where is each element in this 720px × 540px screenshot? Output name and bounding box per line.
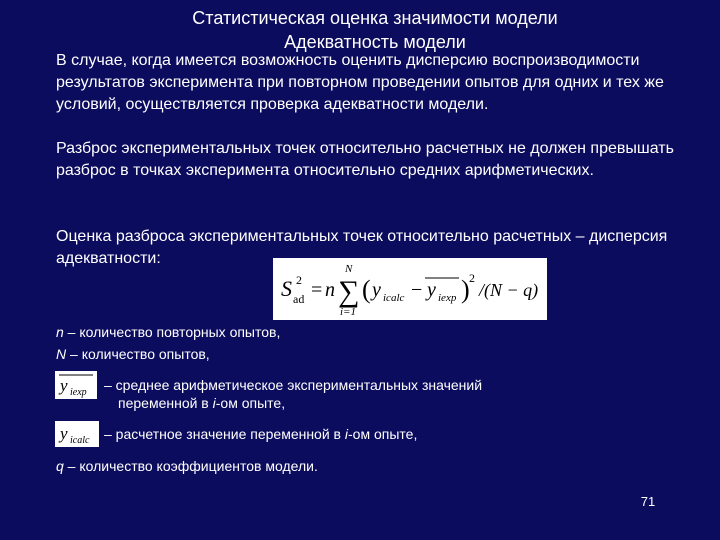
title-line-1: Статистическая оценка значимости модели	[192, 8, 558, 28]
y-calc-symbol-box	[55, 421, 99, 447]
formula-rparen: )	[461, 275, 470, 304]
definition-y-exp-line1: – среднее арифметическое экспериментальных значений	[104, 377, 483, 393]
svg-text:y: y	[60, 424, 68, 443]
definition-N	[56, 344, 210, 364]
definition-n	[56, 322, 280, 342]
formula-eq: =	[311, 279, 323, 301]
formula-power: 2	[469, 271, 475, 285]
formula-sum-sign: ∑	[338, 275, 360, 308]
formula-y-exp-sub: iexp	[438, 292, 457, 304]
svg-text:iexp: iexp	[70, 387, 87, 398]
adequacy-variance-formula	[273, 258, 547, 320]
definition-q-text: – количество коэффициентов модели.	[63, 458, 318, 474]
y-exp-symbol-box	[55, 371, 97, 399]
formula-y-exp: y	[427, 279, 436, 301]
definition-N-text: – количество опытов,	[66, 346, 210, 362]
formula-y-calc-sub: icalc	[383, 292, 405, 304]
paragraph-adequacy-variance: Оценка разброса экспериментальных точек относительно расчетных – дисперсия адекватности:	[56, 228, 668, 267]
symbol-q: q	[56, 458, 64, 474]
definition-n-text: – количество повторных опытов,	[63, 324, 281, 340]
formula-n: n	[325, 279, 335, 301]
svg-text:icalc: icalc	[70, 435, 90, 446]
symbol-n: n	[56, 324, 64, 340]
formula-tail: /(N − q)	[479, 280, 539, 300]
definition-y-calc: – расчетное значение переменной в i-ом опыте,	[104, 426, 418, 442]
symbol-N: N	[56, 346, 67, 362]
formula-sum-bottom: i=1	[340, 306, 356, 318]
formula-y-calc: y	[372, 279, 381, 301]
formula-minus: −	[411, 279, 423, 301]
formula-s: S	[281, 276, 292, 301]
title-line-2: Адекватность модели	[284, 32, 466, 52]
formula-sum-top: N	[345, 263, 353, 275]
svg-text:y: y	[60, 376, 68, 395]
definition-y-exp-line2: переменной в i-ом опыте,	[118, 395, 286, 411]
formula-sup-2: 2	[296, 273, 302, 287]
slide-title	[0, 6, 720, 54]
page-number: 71	[640, 494, 656, 509]
paragraph-scatter: Разброс экспериментальных точек относительно расчетных не должен превышать разброс в точках эксперимента относительно средних арифметических.	[56, 140, 674, 179]
definition-q	[56, 456, 318, 476]
y-calc-symbol	[55, 421, 99, 447]
formula-lparen: (	[362, 275, 371, 304]
formula-sub-ad: ad	[293, 292, 305, 306]
paragraph-reproducibility: В случае, когда имеется возможность оценить дисперсию воспроизводимости результатов эксперимента при повторном проведении опытов для одних и тех же условий, осуществляется проверка адекватности модели.	[56, 52, 664, 113]
formula-graphic	[273, 258, 547, 320]
y-exp-symbol	[55, 371, 97, 399]
